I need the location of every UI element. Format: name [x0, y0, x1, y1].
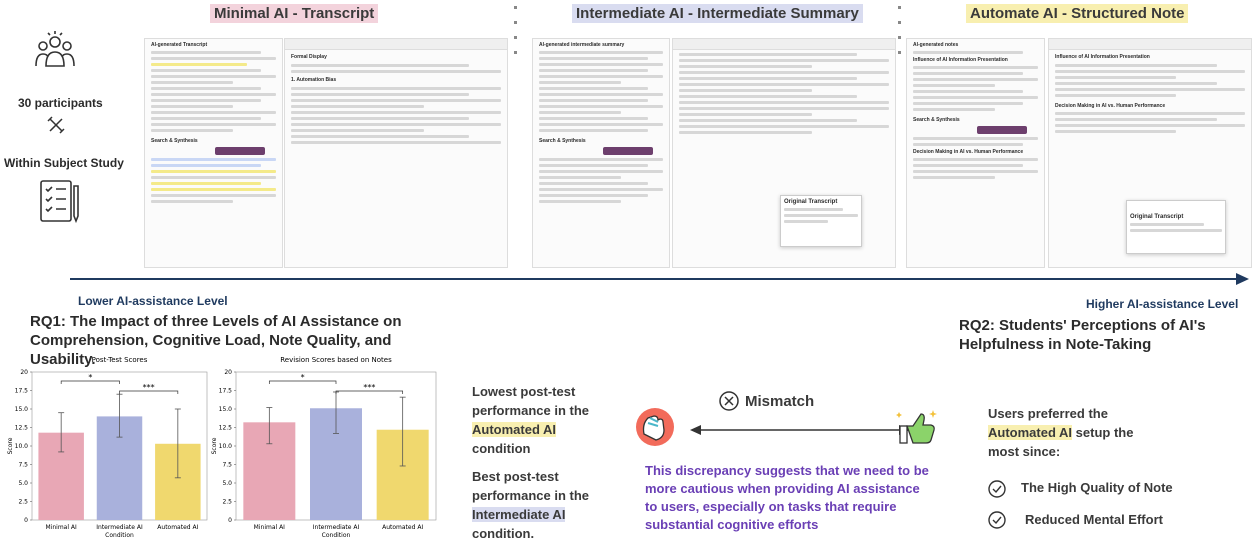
x-tick-label: Intermediate AI [312, 524, 360, 531]
condition-intermediate-header: Intermediate AI - Intermediate Summary [572, 4, 863, 23]
revision-chart [211, 356, 436, 539]
x-tick-label: Automated AI [157, 524, 199, 531]
significance-label: * [88, 373, 93, 382]
finding-best: Best post-test performance in the Intermediate AI condition. [472, 469, 590, 541]
original-transcript-card [780, 195, 862, 247]
decision-section-editor: Decision Making in AI vs. Human Performance [1055, 103, 1166, 109]
submit-button-3[interactable] [977, 126, 1027, 134]
y-tick-label: 0 [228, 517, 232, 524]
separator-dots [514, 6, 518, 66]
note-title: AI-generated notes [913, 42, 959, 48]
y-tick-label: 0 [24, 517, 28, 524]
submit-button-2[interactable] [603, 147, 653, 155]
y-tick-label: 15.0 [14, 406, 28, 413]
y-tick-label: 17.5 [218, 387, 232, 395]
y-tick-label: 15.0 [218, 406, 232, 413]
rq1-text: RQ1: The Impact of three Levels of AI Assistance on Comprehension, Cognitive Load, Note Quality, and Usability. [30, 313, 402, 368]
influence-section: Influence of AI Information Presentation [913, 57, 1008, 63]
y-tick-label: 12.5 [14, 424, 28, 432]
assistance-axis-arrow [70, 272, 1250, 286]
x-tick-label: Automated AI [382, 524, 424, 531]
y-tick-label: 20 [224, 369, 232, 376]
x-tick-label: Minimal AI [253, 524, 285, 531]
automation-bias-label: 1. Automation Bias [291, 77, 337, 83]
double-arrow [690, 424, 910, 436]
transcript-panel [144, 38, 283, 268]
y-tick-label: 17.5 [14, 387, 28, 395]
y-tick-label: 5.0 [18, 480, 28, 487]
participants-label: 30 participants [18, 96, 103, 110]
discrepancy-text: This discrepancy suggests that we need to be more cautious when providing AI assistance to users, especially on tasks that require substantial cognitive efforts [645, 463, 929, 532]
x-tick-label: Minimal AI [45, 524, 77, 531]
original-transcript-title-2: Original Transcript [1130, 214, 1184, 220]
significance-label: *** [142, 383, 155, 392]
original-transcript-card-2 [1126, 200, 1226, 254]
separator-dots [898, 6, 902, 66]
x-axis-label: Condition [105, 532, 134, 539]
search-synthesis-label-3: Search & Synthesis [913, 117, 960, 123]
formal-display-label: Formal Display [291, 54, 327, 60]
decision-section: Decision Making in AI vs. Human Performance [913, 149, 1024, 155]
check-circle-icon [987, 479, 1007, 499]
y-axis-label: Score [7, 437, 14, 455]
search-synthesis-label: Search & Synthesis [151, 138, 198, 144]
people-icon [34, 28, 76, 72]
finding-lowest: Lowest post-test performance in the Automated AI condition [472, 384, 590, 456]
rq2-text: RQ2: Students' Perceptions of AI's Helpfulness in Note-Taking [959, 317, 1206, 353]
transcript-title: AI-generated Transcript [151, 42, 208, 48]
summary-title: AI-generated intermediate summary [539, 42, 625, 48]
preference-text: Users preferred the Automated AI setup the most since: [988, 406, 1134, 459]
y-axis-label: Score [211, 437, 218, 455]
hand-stop-icon [630, 404, 680, 450]
reason-quality: The High Quality of Note [1021, 480, 1173, 495]
mismatch-icon [718, 390, 740, 412]
y-tick-label: 2.5 [222, 498, 232, 506]
search-synthesis-label-2: Search & Synthesis [539, 138, 586, 144]
mismatch-label: Mismatch [745, 393, 815, 410]
structured-note-panel [906, 38, 1045, 268]
cross-icon [47, 116, 65, 134]
thumbs-up-icon [893, 404, 943, 450]
y-tick-label: 20 [20, 369, 28, 376]
bar-charts [0, 352, 450, 552]
y-tick-label: 10.0 [218, 443, 232, 450]
significance-label: *** [363, 383, 376, 392]
condition-automate-header: Automate AI - Structured Note [966, 4, 1188, 23]
chart-title: Revision Scores based on Notes [280, 356, 392, 364]
check-circle-icon [987, 510, 1007, 530]
higher-assistance-label: Higher AI-assistance Level [1086, 297, 1239, 311]
x-axis-label: Condition [321, 532, 351, 539]
significance-label: * [300, 373, 305, 382]
y-tick-label: 2.5 [18, 498, 28, 506]
x-tick-label: Intermediate AI [96, 524, 143, 531]
chart-title: Post-Test Scores [91, 356, 148, 364]
reason-effort: Reduced Mental Effort [1025, 512, 1163, 527]
y-tick-label: 7.5 [18, 461, 28, 469]
study-design-label: Within Subject Study [4, 156, 124, 170]
submit-button[interactable] [215, 147, 265, 155]
lower-assistance-label: Lower AI-assistance Level [78, 294, 228, 308]
original-transcript-title: Original Transcript [784, 199, 838, 205]
influence-section-editor: Influence of AI Information Presentation [1055, 54, 1150, 60]
post-test-chart [7, 356, 207, 539]
condition-minimal-header: Minimal AI - Transcript [210, 4, 378, 23]
y-tick-label: 7.5 [222, 461, 232, 469]
y-tick-label: 5.0 [222, 480, 232, 487]
summary-panel [532, 38, 670, 268]
y-tick-label: 12.5 [218, 424, 232, 432]
note-editor-panel [284, 38, 508, 268]
checklist-icon [38, 178, 86, 224]
y-tick-label: 10.0 [14, 443, 28, 450]
